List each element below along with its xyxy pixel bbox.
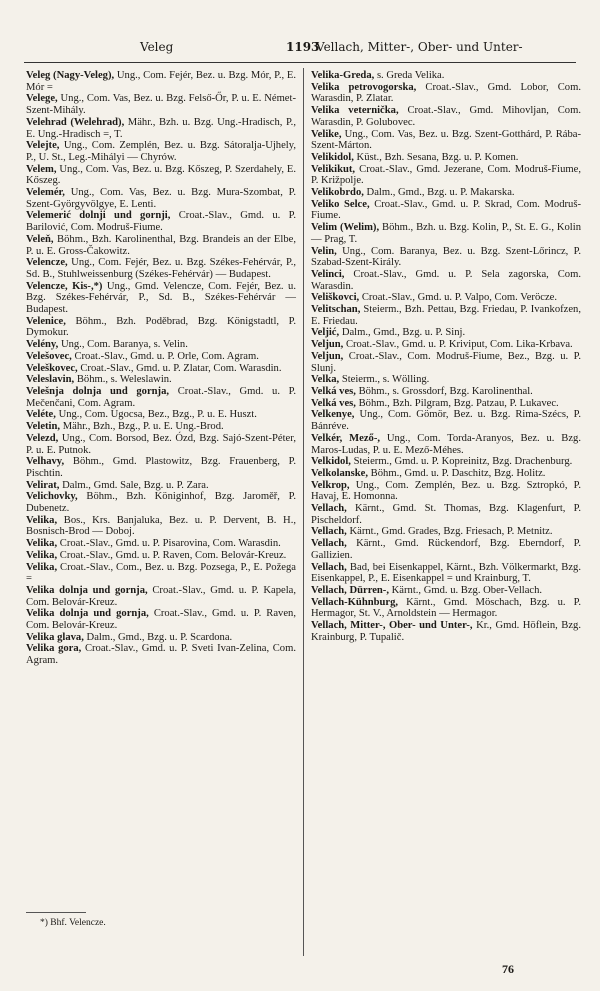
entry-place-name: Veléte, [26,409,56,421]
entry-place-name: Veleškovec, [26,362,78,374]
entry-details: Küst., Bzh. Sesana, Bzg. u. P. Komen. [356,151,519,163]
gazetteer-entry [26,257,296,280]
entry-details: Croat.-Slav., Gmd. u. P. Mečenčani, Com. Agram. [26,385,297,409]
entry-place-name: Velkrop, [311,479,350,491]
gazetteer-entry [311,620,581,643]
gazetteer-entry [26,117,296,140]
gazetteer-entry [26,351,296,363]
entry-details: Kärnt., Gmd. St. Thomas, Bzg. Klagenfurt, P. Pischeldorf. [311,503,581,526]
gazetteer-entry [311,503,581,526]
entry-details: Croat.-Slav., Gmd. Lobor, Com. Warasdin, P. Zlatar. [311,81,581,105]
entry-details: Böhm., Bzh. Königinhof, Bzg. Jaroměř, P. Dubenetz. [26,491,296,515]
gazetteer-entry [26,140,296,163]
header-rule [24,62,576,63]
gazetteer-entry [311,129,581,152]
entry-details: Ung., Com. Zemplén, Bez. u. Bzg. Sztropkó, P. Havaj, E. Homonna. [311,479,581,503]
entry-place-name: Velezd, [26,432,59,444]
entry-details: Steierm., s. Wölling. [341,374,430,386]
entry-details: Böhm., s. Weleslawin. [76,374,172,386]
entry-place-name: Velkér, Mező-, [311,432,380,444]
entry-place-name: Velešovec, [26,350,72,362]
entry-place-name: Veliškovci, [311,292,360,304]
entry-place-name: Velin, [311,245,337,257]
entry-place-name: Veleslavin, [26,374,75,386]
entry-details: Ung., Com. Gömör, Bez. u. Bzg. Rima-Szécs, P. Bánréve. [311,409,581,433]
gazetteer-entry [26,339,296,351]
entry-details: Croat.-Slav., Gmd. u. P. Valpo, Com. Veröcze. [361,292,558,304]
entry-place-name: Vellach, [311,526,347,538]
gazetteer-entry [311,480,581,503]
entry-details: Croat.-Slav., Gmd. u. P. Barilović, Com. Modruš-Fiume. [26,210,297,234]
gazetteer-entry [311,199,581,222]
gazetteer-entry [26,585,296,608]
entry-place-name: Velhavy, [26,456,65,468]
gazetteer-entry [311,327,581,339]
entry-details: Ung., Gmd. Velencze, Com. Fejér, Bez. u. Bzg. Székes-Fehérvár, P., Sd. B., Székes-Fehérvár — Budapest. [26,280,296,316]
right-column [311,70,581,643]
entry-place-name: Velika veternička, [311,105,399,117]
header-left-term: Veleg [140,40,174,54]
gazetteer-entry [311,339,581,351]
entry-details: Ung., Com. Zemplén, Bez. u. Bzg. Sátoralja-Ujhely, P., U. St., Leg.-Mihályi — Chyrów. [26,140,296,163]
gazetteer-entry [311,597,581,620]
entry-details: Ung., Com. Torda-Aranyos, Bez. u. Bzg. Maros-Ludas, P. u. E. Mező-Méhes. [311,432,581,456]
entry-place-name: Velka, [311,374,340,386]
gazetteer-entry [26,316,296,339]
entry-details: Mähr., Bzh., Bzg., P. u. E. Ung.-Brod. [62,421,224,433]
gazetteer-entry [26,409,296,421]
entry-place-name: Velenice, [26,315,66,327]
entry-details: Kärnt., Gmd. Möschach, Bzg. u. P. Hermagor, St. V., Arnoldstein — Hermagor. [311,596,581,620]
entry-details: Ung., Com. Vas, Bez. u. Bzg. Szent-Gotthárd, P. Rába-Szent-Márton. [311,128,581,152]
gazetteer-entry [26,515,296,538]
gazetteer-entry [26,386,296,409]
entry-place-name: Velkenye, [311,409,355,421]
gazetteer-entry [26,70,296,93]
entry-place-name: Vellach-Kühnburg, [311,596,399,608]
page-signature: 76 [502,962,514,976]
gazetteer-entry [26,164,296,187]
gazetteer-entry [26,480,296,492]
gazetteer-entry [311,82,581,105]
entry-details: Dalm., Gmd., Bzg. u. P. Makarska. [366,187,515,199]
entry-details: Croat.-Slav., Gmd. u. P. Sveti Ivan-Zelina, Com. Agram. [26,643,296,667]
gazetteer-entry [26,491,296,514]
gazetteer-entry [26,187,296,210]
entry-details: Kärnt., Gmd. Grades, Bzg. Friesach, P. Metnitz. [349,526,553,538]
entry-place-name: Velikidol, [311,151,354,163]
entry-place-name: Velika dolnja und gornja, [26,584,148,596]
entry-place-name: Velemér, [26,187,65,199]
entry-details: Ung., Com. Fejér, Bez. u. Bzg. Mór, P., E. Mór = [26,70,296,93]
entry-place-name: Velirat, [26,479,60,491]
entry-details: Böhm., Bzh. Pilgram, Bzg. Patzau, P. Lukavec. [358,397,559,409]
entry-details: Mähr., Bzh. u. Bzg. Ung.-Hradisch, P., E. Ung.-Hradisch =, T. [26,116,296,140]
entry-details: Kärnt., Gmd. u. Bzg. Ober-Vellach. [391,584,543,596]
entry-details: Croat.-Slav., Gmd. Mihovljan, Com. Warasdin, P. Golubovec. [311,105,581,128]
header-page-number: 1193 [286,40,320,54]
entry-place-name: Velika dolnja und gornja, [26,608,149,620]
entry-details: Croat.-Slav., Gmd. u. P. Raven, Com. Belovár-Kreuz. [59,549,287,561]
entry-details: Kr., Gmd. Höflein, Bzg. Krainburg, P. Tupalič. [311,620,581,643]
entry-place-name: Velika, [26,538,58,550]
entry-details: Ung., Com. Borsod, Bez. Ózd, Bzg. Sajó-Szent-Péter, P. u. E. Putnok. [26,432,296,456]
entry-details: Croat.-Slav., Com., Bez. u. Bzg. Pozsega, P., E. Požega = [26,561,296,585]
entry-place-name: Velešnja dolnja und gornja, [26,385,170,397]
footnote: *) Bhf. Velencze. [40,918,106,928]
entry-details: Bad, bei Eisenkappel, Kärnt., Bzh. Völkermarkt, Bzg. Eisenkappel, P., E. Eisenkappel = und Krainburg, T. [311,561,581,585]
entry-place-name: Velencze, Kis-,*) [26,280,103,292]
entry-place-name: Velike, [311,128,342,140]
entry-place-name: Velencze, [26,257,68,269]
gazetteer-entry [26,421,296,433]
gazetteer-entry [311,292,581,304]
entry-details: Böhm., Gmd. u. P. Daschitz, Bzg. Holitz. [370,467,546,479]
entry-place-name: Velika, [26,549,58,561]
entry-place-name: Velika, [26,561,58,573]
entry-place-name: Velehrad (Welehrad), [26,116,125,128]
entry-details: Croat.-Slav., Gmd. Jezerane, Com. Modruš-Fiume, P. Križpolje. [311,163,581,187]
entry-details: Böhm., Gmd. Plastowitz, Bzg. Frauenberg, P. Pischtin. [26,456,296,479]
entry-place-name: Velika-Greda, [311,70,375,81]
gazetteer-entry [26,632,296,644]
footnote-rule [26,912,86,913]
entry-place-name: Velika gora, [26,643,82,655]
entry-details: Steierm., Bzh. Pettau, Bzg. Friedau, P. Ivankofzen, E. Friedau. [311,304,581,327]
gazetteer-entry [311,456,581,468]
gazetteer-entry [26,210,296,233]
entry-place-name: Vellach, [311,538,347,550]
entry-place-name: Velika glava, [26,631,84,643]
entry-details: Ung., Com. Vas, Bez. u. Bzg. Mura-Szombat, P. Szent-Györgyvölgye, E. Lenti. [26,187,296,210]
entry-place-name: Veliko Selce, [311,198,370,210]
entry-details: Böhm., Bzh. Karolinenthal, Bzg. Brandeis an der Elbe, P. u. E. Gross-Čakowitz. [26,233,296,257]
entry-details: Kärnt., Gmd. Rückendorf, Bzg. Eberndorf, P. Gallizien. [311,538,581,561]
header-right-term: Vellach, Mitter-, Ober- und Unter- [316,40,523,54]
gazetteer-entry [311,222,581,245]
entry-details: Ung., Com. Ugocsa, Bez., Bzg., P. u. E. Huszt. [58,409,257,421]
entry-details: Ung., Com. Vas, Bez. u. Bzg. Kőszeg, P. Szerdahely, E. Kőszeg. [26,163,296,187]
entry-details: s. Greda Velika. [376,70,445,81]
left-column [26,70,296,667]
gazetteer-entry [26,93,296,116]
gazetteer-entry [311,433,581,456]
gazetteer-entry [311,269,581,292]
gazetteer-entry [26,281,296,316]
entry-place-name: Velká ves, [311,385,356,397]
entry-details: Croat.-Slav., Com. Modruš-Fiume, Bez., Bzg. u. P. Slunj. [311,350,581,374]
gazetteer-entry [26,433,296,456]
entry-place-name: Velkidol, [311,456,351,468]
entry-details: Croat.-Slav., Gmd. u. P. Skrad, Com. Modruš-Fiume. [311,198,582,222]
entry-place-name: Velem, [26,163,57,175]
entry-place-name: Veleg (Nagy-Veleg), [26,70,115,81]
entry-place-name: Velika, [26,514,58,526]
entry-details: Croat.-Slav., Gmd. u. P. Kriviput, Com. Lika-Krbava. [345,339,573,351]
gazetteer-entry [311,164,581,187]
entry-details: Ung., Com. Baranya, s. Velin. [60,339,188,351]
entry-details: Dalm., Gmd., Bzg. u. P. Scardona. [86,631,233,643]
entry-place-name: Veleň, [26,233,54,245]
entry-place-name: Velege, [26,93,58,105]
entry-details: Ung., Com. Fejér, Bez. u. Bzg. Székes-Fehérvár, P., Sd. B., Stuhlweissenburg (Székes-Fehérvár) — Budapest. [26,257,296,280]
entry-details: Steierm., Gmd. u. P. Kopreinitz, Bzg. Drachenburg. [353,456,573,468]
gazetteer-entry [311,585,581,597]
gazetteer-entry [311,304,581,327]
gazetteer-entry [26,562,296,585]
entry-place-name: Velinci, [311,268,345,280]
gazetteer-entry [311,351,581,374]
gazetteer-entry [26,643,296,666]
gazetteer-entry [311,468,581,480]
entry-details: Croat.-Slav., Gmd. u. P. Kapela, Com. Belovár-Kreuz. [26,584,297,608]
gazetteer-entry [311,398,581,410]
gazetteer-entry [26,538,296,550]
entry-details: Böhm., s. Grossdorf, Bzg. Karolinenthal. [358,385,533,397]
entry-place-name: Vellach, [311,503,347,515]
entry-place-name: Vellach, Mitter-, Ober- und Unter-, [311,620,473,632]
entry-details: Böhm., Bzh. u. Bzg. Kolin, P., St. E. G., Kolin — Prag, T. [311,222,581,245]
entry-details: Croat.-Slav., Gmd. u. P. Zlatar, Com. Warasdin. [80,362,282,374]
entry-place-name: Veljić, [311,327,340,339]
gazetteer-entry [311,187,581,199]
entry-details: Ung., Com. Baranya, Bez. u. Bzg. Szent-Lőrincz, P. Szabad-Szent-Király. [311,245,581,269]
entry-details: Croat.-Slav., Gmd. u. P. Sela zagorska, Com. Warasdin. [311,268,581,292]
entry-details: Croat.-Slav., Gmd. u. P. Orle, Com. Agram. [74,350,259,362]
entry-place-name: Velim (Welim), [311,222,380,234]
gazetteer-entry [311,538,581,561]
entry-place-name: Veletin, [26,421,61,433]
entry-place-name: Velichovky, [26,491,78,503]
entry-details: Croat.-Slav., Gmd. u. P. Raven, Com. Belovár-Kreuz. [26,608,296,632]
gazetteer-entry [311,562,581,585]
gazetteer-entry [26,234,296,257]
entry-place-name: Velikikut, [311,163,356,175]
entry-place-name: Velikobrdo, [311,187,364,199]
gazetteer-entry [311,374,581,386]
gazetteer-entry [311,70,581,82]
entry-place-name: Velény, [26,339,59,351]
entry-place-name: Veljun, [311,339,344,351]
entry-details: Bos., Krs. Banjaluka, Bez. u. P. Dervent, B. H., Bosnisch-Brod — Doboj. [26,514,296,538]
entry-place-name: Velká ves, [311,397,356,409]
entry-place-name: Velika petrovogorska, [311,81,417,93]
gazetteer-entry [311,386,581,398]
gazetteer-entry [26,456,296,479]
entry-details: Böhm., Bzh. Poděbrad, Bzg. Königstadtl, P. Dymokur. [26,315,296,339]
entry-details: Dalm., Gmd., Bzg. u. P. Sinj. [341,327,466,339]
gazetteer-entry [311,246,581,269]
gazetteer-entry [26,374,296,386]
gazetteer-entry [311,409,581,432]
running-header [24,38,576,58]
entry-place-name: Velejte, [26,140,60,152]
entry-place-name: Vellach, [311,561,347,573]
gazetteer-entry [311,152,581,164]
gazetteer-entry [311,105,581,128]
entry-details: Ung., Com. Vas, Bez. u. Bzg. Felső-Őr, P. u. E. Német-Szent-Mihály. [26,93,296,117]
gazetteer-entry [311,526,581,538]
entry-details: Croat.-Slav., Gmd. u. P. Pisarovina, Com. Warasdin. [59,538,281,550]
entry-place-name: Vellach, Dürren-, [311,584,389,596]
column-divider [303,68,304,956]
entry-place-name: Velkolanske, [311,467,369,479]
gazetteer-entry [26,608,296,631]
entry-place-name: Velemerić dolnji und gornji, [26,210,171,222]
entry-details: Dalm., Gmd. Sale, Bzg. u. P. Zara. [62,479,209,491]
entry-place-name: Veljun, [311,350,344,362]
entry-place-name: Velitschan, [311,304,361,316]
gazetteer-entry [26,550,296,562]
gazetteer-entry [26,363,296,375]
